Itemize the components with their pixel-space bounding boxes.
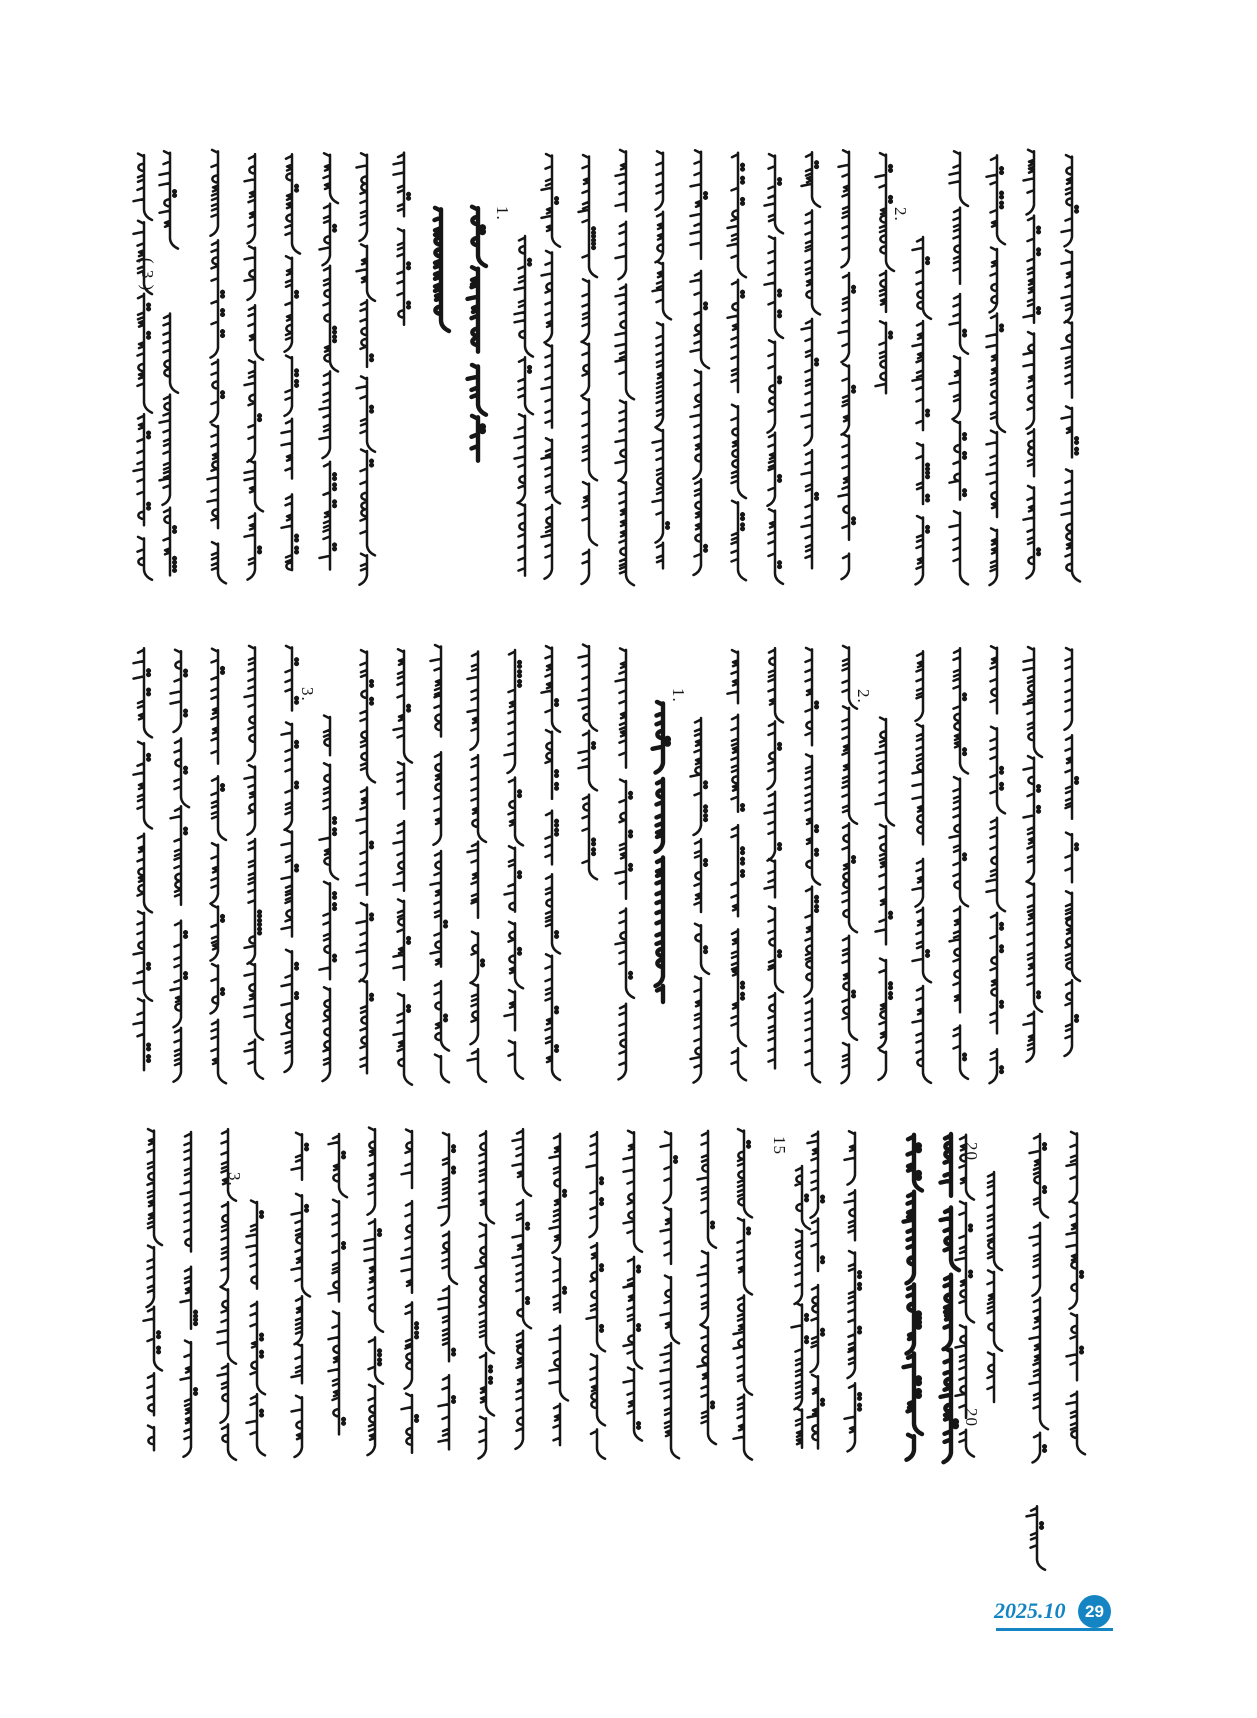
text-column [668,685,711,1078]
text-column [138,150,180,578]
text-column [896,1128,924,1455]
text-column [468,1128,496,1455]
text-column [905,645,933,1078]
issue-date: 2025.10 [994,1598,1066,1623]
text-column [942,645,970,1078]
inline-number: 20 [962,1142,981,1161]
text-column [534,645,562,1078]
text-column [1054,150,1082,578]
inline-number: ( 3 ) [138,258,157,292]
text-column [237,645,265,1078]
text-column [431,1128,459,1455]
text-column [608,645,636,1078]
text-column [460,205,488,465]
text-column [837,1128,865,1455]
text-column [225,1168,267,1455]
inline-number: 20 [962,1408,981,1427]
inline-number: 1. [668,688,688,703]
text-column [200,645,228,1078]
text-column [653,1128,681,1455]
text-column [163,645,191,1078]
page-number-badge: 29 [1078,1595,1111,1628]
text-column [979,645,1007,1078]
text-column [1016,645,1044,1078]
text-column [173,1128,201,1455]
inline-number: 3. [297,687,317,702]
text-column [831,645,859,1078]
text-column [274,150,302,578]
text-column [386,150,414,345]
text-column [854,685,896,1078]
inline-number: 2. [891,207,911,222]
text-column [726,1128,754,1455]
inline-number: 1. [493,206,512,221]
inline-number: 15 [770,1136,789,1155]
inline-number: 3. [225,1172,244,1187]
text-column [200,150,228,578]
text-column [386,645,414,1078]
text-column [690,1128,718,1455]
text-column [948,1128,976,1455]
text-column [357,1128,385,1455]
text-column [349,150,377,578]
text-column [423,645,451,1078]
text-column [616,1128,644,1455]
text-column [297,683,340,1078]
text-column [891,203,933,578]
text-column [394,1128,422,1455]
text-column [794,150,822,578]
text-column [1022,1128,1050,1462]
inline-number: 2. [854,689,873,704]
text-column [497,645,525,1078]
text-column [237,150,265,578]
text-column [645,150,673,578]
text-column [962,1128,1004,1455]
text-column [126,150,154,578]
text-column [757,150,785,578]
text-column [493,203,535,578]
text-column [831,150,859,578]
text-column [534,150,562,578]
text-column [571,645,599,890]
text-column [284,1128,312,1455]
text-column [608,150,636,578]
text-column [321,1128,349,1455]
text-column [542,1128,570,1455]
text-column [1016,150,1044,578]
text-column [1054,645,1082,1078]
text-column [942,150,970,578]
text-column [312,150,340,578]
text-column [274,645,302,1078]
text-column [757,645,785,1078]
text-column [1059,1128,1087,1448]
text-column [683,150,711,578]
text-column [868,150,896,400]
text-column [579,1128,607,1455]
text-column [720,150,748,578]
text-column [571,150,599,578]
text-column [979,150,1007,578]
text-column [505,1128,533,1455]
end-note-column [1019,1500,1047,1566]
text-column [126,645,154,1078]
text-column [645,700,673,1008]
text-column [136,1128,164,1455]
text-column [349,645,377,1078]
footer-rule [996,1628,1113,1631]
text-column [460,645,488,1078]
text-column [800,1128,828,1455]
text-column [423,205,451,347]
text-column [794,645,822,1078]
text-column [720,645,748,1078]
